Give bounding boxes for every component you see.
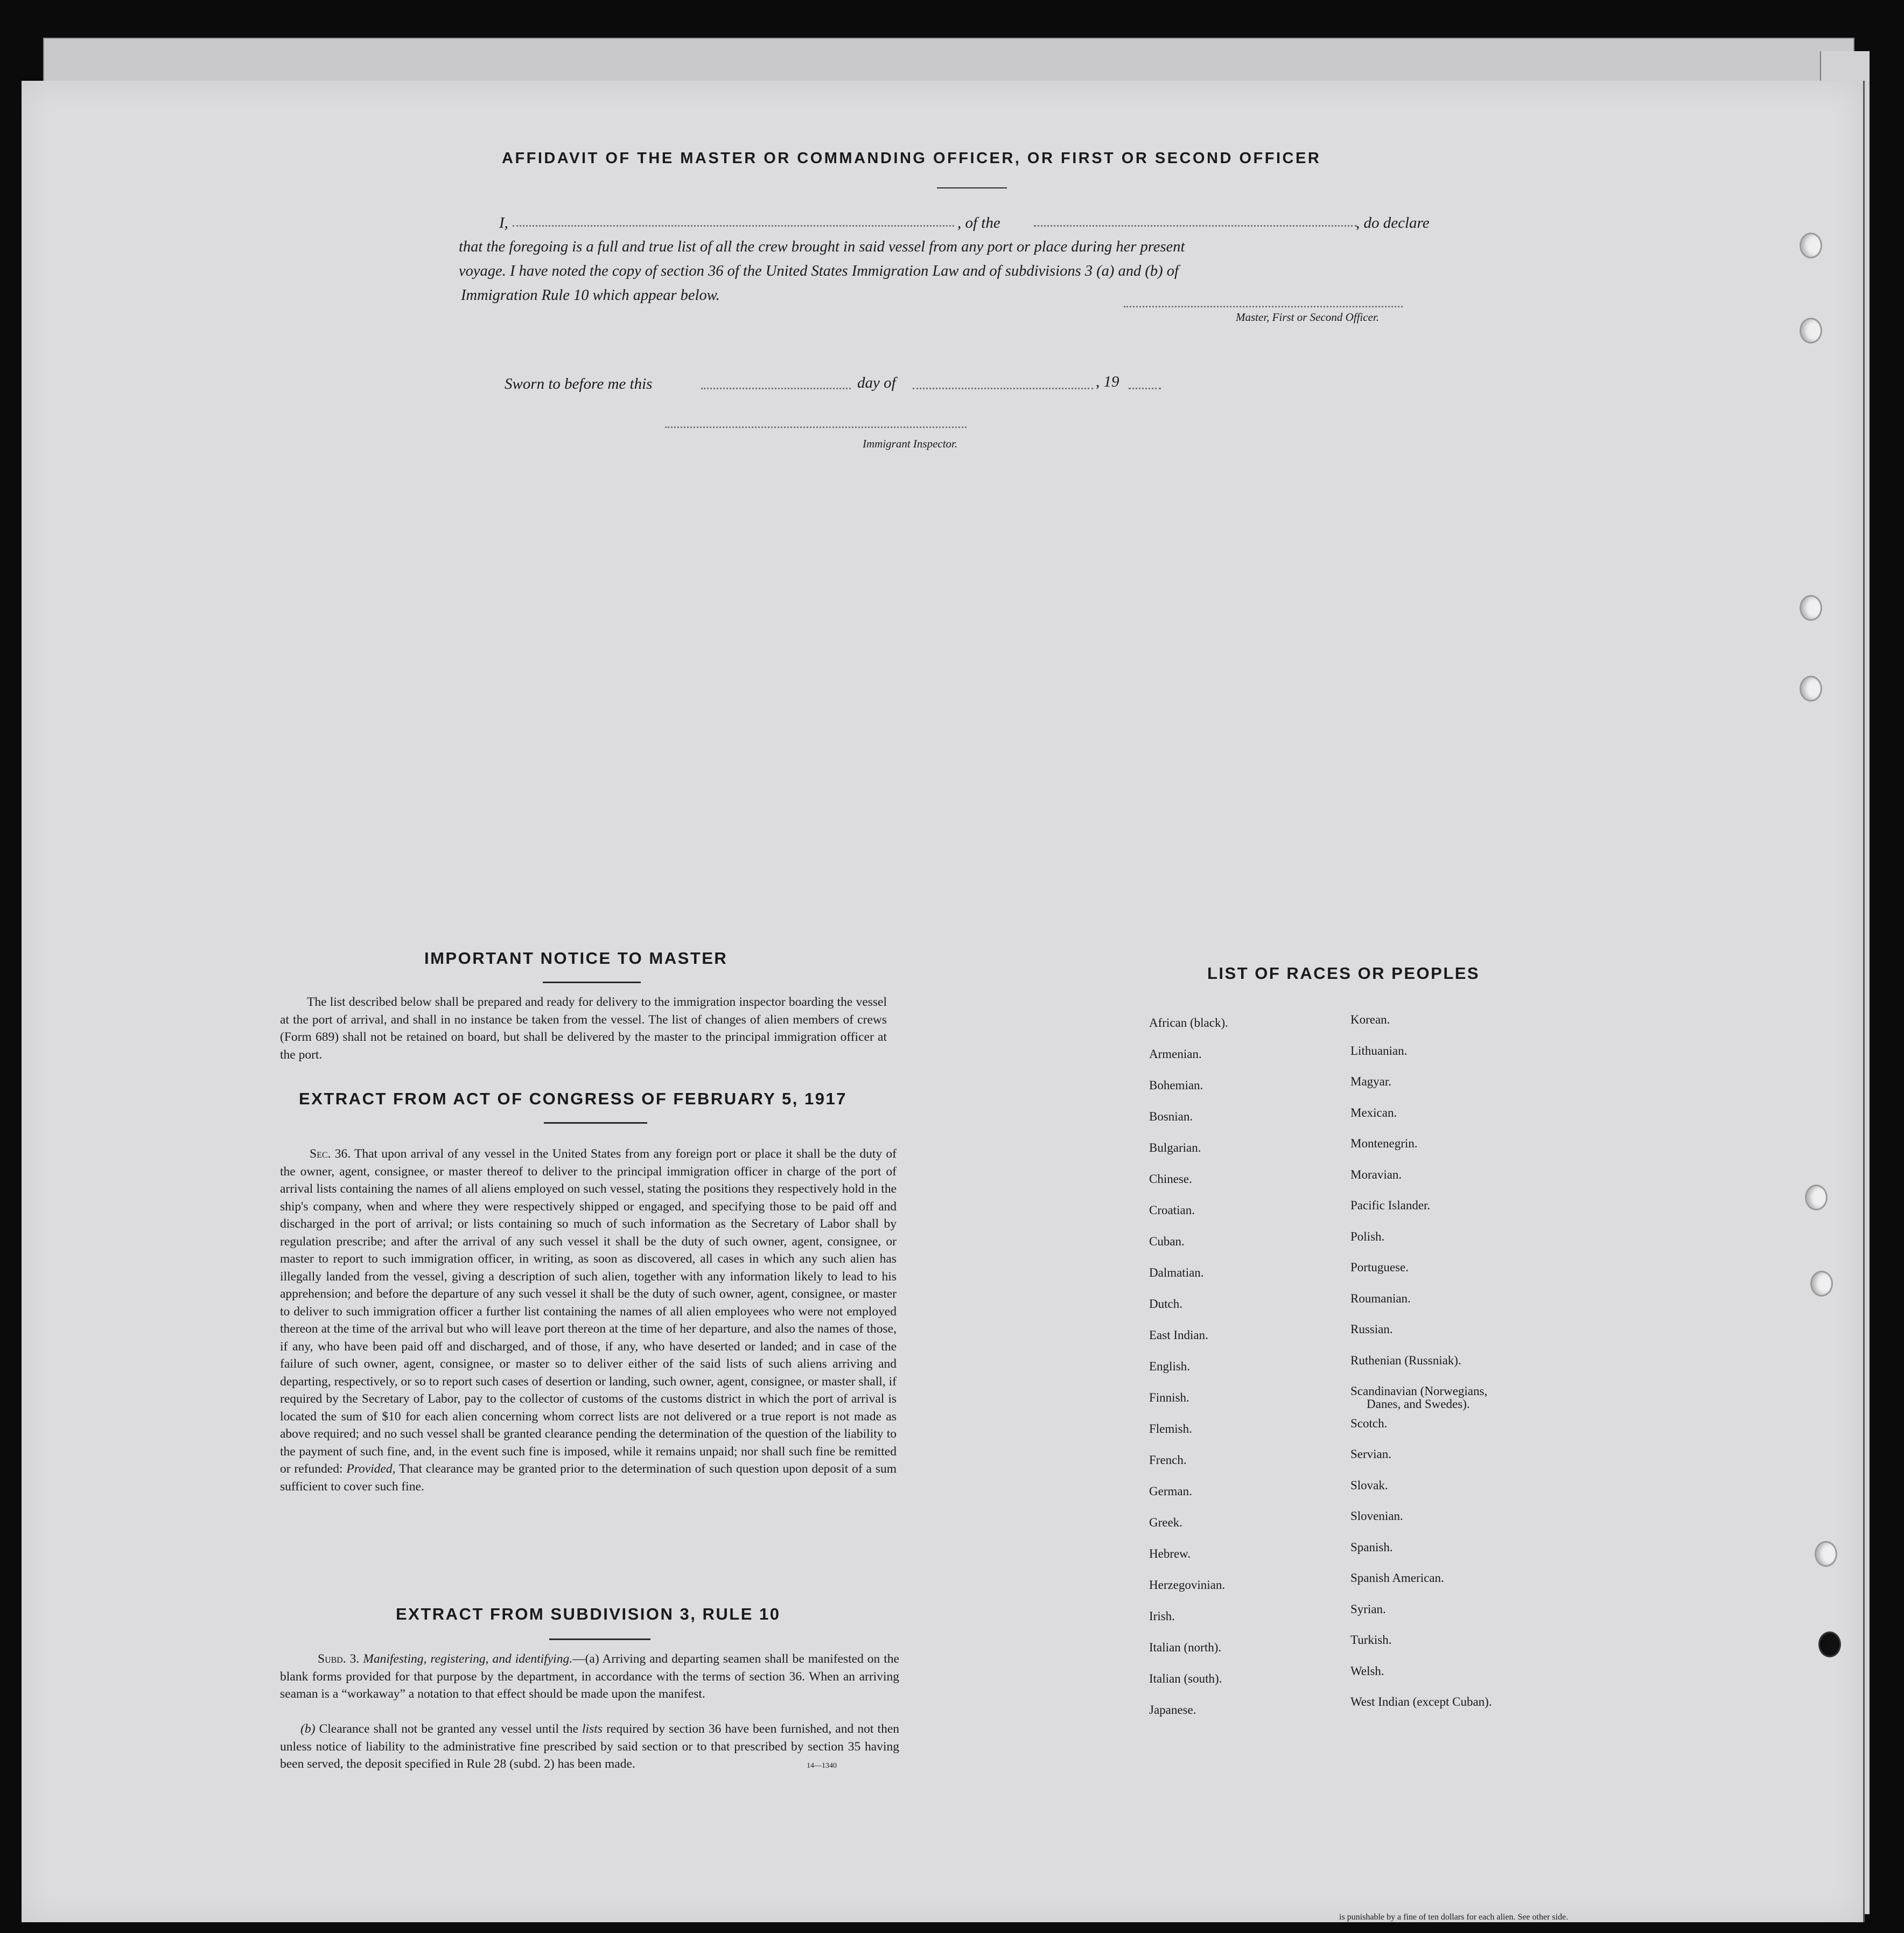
section-36-text: That upon arrival of any vessel in the United States from any foreign port or place it shall be the duty of the owner, agent, consignee, or master thereof to deliver to the principal immigration officer in charge of the port of arrival lists containing the names of all aliens employed on such vessel, stating the positions they respectively hold in the ship's company, when and where they were respectively shipped or engaged, and specifying those to be paid off and discharged in the port of arrival; or lists containing so much of such information as the Secretary of Labor shall by regulation prescribe; and after the arrival of any such vessel it shall be the duty of such owner, agent, consignee, or master to report to such immigration officer, in writing, as soon as discovered, all cases in which any such alien has illegally landed from the vessel, giving a description of such alien, together with any information likely to lead to his apprehension; and before the departure of any such vessel it shall be the duty of such owner, agent, consignee, or master to deliver to such immigration officer a further list containing the names of all alien employees who were not employed thereon at the time of the arrival but who will leave port thereon at the time of her departure, and also the names of those, if any, who have been paid off and discharged, and of those, if any, who have deserted or landed; and in case of the failure of such owner, agent, consignee, or master so to deliver either of the said lists of such aliens arriving and departing, respectively, or so to report such cases of desertion or landing, such owner, agent, consignee, or master shall, if required by the Secretary of Labor, pay to the collector of customs of the customs district in which the port of arrival is located the sum of $10 for each alien concerning whom correct lists are not delivered or a true report is not made as above required; and no such vessel shall be granted clearance pending the determination of the question of the liability to the payment of such fine, and, in the event such fine is imposed, while it remains unpaid; nor shall such fine be remitted or refunded: xyxy=(280,1147,897,1476)
race-list-item: Magyar. xyxy=(1350,1075,1392,1088)
race-list-item: Dalmatian. xyxy=(1149,1266,1204,1279)
race-list-item: Slovak. xyxy=(1350,1478,1388,1492)
race-list-item: Spanish. xyxy=(1350,1540,1393,1554)
race-list-item: Japanese. xyxy=(1149,1703,1196,1717)
inspector-label: Immigrant Inspector. xyxy=(863,437,958,450)
race-list-item: Dutch. xyxy=(1149,1297,1182,1311)
race-list-item: Moravian. xyxy=(1350,1167,1402,1181)
race-list-item: Scandinavian (Norwegians, xyxy=(1350,1384,1488,1398)
part-b-lists-word: lists xyxy=(582,1722,603,1736)
race-list-item: Welsh. xyxy=(1350,1664,1384,1678)
race-list-item: Pacific Islander. xyxy=(1350,1199,1431,1212)
race-list-item: African (black). xyxy=(1149,1016,1228,1029)
race-list-item: Lithuanian. xyxy=(1350,1043,1408,1057)
race-list-item: Scotch. xyxy=(1350,1416,1388,1430)
signature-label: Master, First or Second Officer. xyxy=(1236,311,1379,324)
year-prefix: , 19 xyxy=(1096,373,1119,390)
inspector-signature-line[interactable] xyxy=(665,426,967,428)
affidavit-i-label: I, xyxy=(499,214,508,232)
races-title: LIST OF RACES OR PEOPLES xyxy=(1207,964,1480,983)
race-list-item: Herzegovinian. xyxy=(1149,1578,1226,1592)
race-list-item: Flemish. xyxy=(1149,1422,1192,1435)
act-extract-body xyxy=(280,1145,897,1495)
binder-hole-icon xyxy=(1800,318,1822,344)
race-list-item: East Indian. xyxy=(1149,1328,1208,1342)
race-list-item: Syrian. xyxy=(1350,1602,1386,1616)
race-list-item: Greek. xyxy=(1149,1516,1182,1529)
notice-title: IMPORTANT NOTICE TO MASTER xyxy=(424,949,728,968)
race-list-item: Turkish. xyxy=(1350,1633,1392,1647)
race-list-item: German. xyxy=(1149,1484,1192,1498)
binder-hole-icon xyxy=(1800,595,1822,621)
master-signature-line[interactable] xyxy=(1124,306,1403,307)
footer-bleed-note: is punishable by a fine of ten dollars for each alien. See other side. xyxy=(1339,1913,1569,1922)
affidavit-line-3: voyage. I have noted the copy of section 36 of the United States Immigration Law and of subdivisions 3 (a) and (b) of xyxy=(459,263,1179,279)
binder-hole-icon xyxy=(1818,1631,1841,1657)
race-list-item: Montenegrin. xyxy=(1350,1137,1418,1150)
section-36-text-end: That clearance may be granted prior to the determination of such question upon deposit of a sum sufficient to cover such fine. xyxy=(280,1462,897,1494)
race-list-item: Hebrew. xyxy=(1149,1547,1191,1560)
binder-hole-icon xyxy=(1815,1541,1837,1567)
notice-title-rule xyxy=(543,982,641,983)
sworn-month-field[interactable] xyxy=(913,388,1093,389)
affidavit-line-4: Immigration Rule 10 which appear below. xyxy=(461,287,720,304)
act-extract-title-rule xyxy=(544,1122,647,1124)
race-list-item: Russian. xyxy=(1350,1322,1393,1336)
vessel-name-field[interactable] xyxy=(1034,225,1357,227)
race-list-item: Portuguese. xyxy=(1350,1260,1409,1274)
race-list-item: Bulgarian. xyxy=(1149,1141,1201,1154)
sworn-text: Sworn to before me this xyxy=(505,375,653,393)
affidavit-line-2: that the foregoing is a full and true list of all the crew brought in said vessel from any port or place during her present xyxy=(459,239,1185,255)
form-number: 14—1340 xyxy=(807,1762,837,1770)
part-b-label: (b) xyxy=(300,1722,316,1736)
rule-extract-title-rule xyxy=(549,1638,650,1640)
sworn-year-field[interactable] xyxy=(1129,388,1161,389)
affidavit-do-declare-label: , do declare xyxy=(1356,214,1430,232)
race-list-item: Polish. xyxy=(1350,1229,1385,1243)
part-a-label: —(a) xyxy=(572,1652,599,1666)
race-list-item: Spanish American. xyxy=(1350,1571,1444,1585)
race-list-item: Bohemian. xyxy=(1149,1078,1203,1092)
affidavit-title-rule xyxy=(937,187,1007,188)
race-list-item: Irish. xyxy=(1149,1609,1175,1623)
race-list-item: Croatian. xyxy=(1149,1203,1195,1217)
binder-hole-icon xyxy=(1800,676,1822,702)
race-list-item: Korean. xyxy=(1350,1013,1390,1026)
binder-hole-icon xyxy=(1805,1185,1828,1210)
race-list-item: Armenian. xyxy=(1149,1047,1202,1061)
act-extract-title: EXTRACT FROM ACT OF CONGRESS OF FEBRUARY 5, 1917 xyxy=(299,1089,847,1108)
race-list-item: Servian. xyxy=(1350,1447,1392,1461)
race-list-item: Cuban. xyxy=(1149,1235,1185,1248)
race-list-item: West Indian (except Cuban). xyxy=(1350,1695,1492,1708)
notice-body: The list described below shall be prepared and ready for delivery to the immigration inspector boarding the vessel at the port of arrival, and shall in no instance be taken from the vessel. The list of changes of alien members of crews (Form 689) shall not be retained on board, but shall be delivered by the master to the principal immigration officer at the port. xyxy=(280,995,887,1062)
race-list-item: Roumanian. xyxy=(1350,1291,1411,1305)
race-list-item: Bosnian. xyxy=(1149,1110,1193,1123)
affidavit-title: AFFIDAVIT OF THE MASTER OR COMMANDING OFFICER, OR FIRST OR SECOND OFFICER xyxy=(502,150,1321,167)
race-list-item-continuation: Danes, and Swedes). xyxy=(1367,1397,1470,1411)
binder-hole-icon xyxy=(1800,233,1822,258)
rule-extract-part-a xyxy=(280,1650,899,1703)
part-b-text-1: Clearance shall not be granted any vessel until the xyxy=(319,1722,578,1736)
race-list-item: Ruthenian (Russniak). xyxy=(1350,1353,1461,1367)
section-label: Sec. 36. xyxy=(310,1147,351,1161)
document-page xyxy=(22,81,1865,1922)
subdivision-heading: Manifesting, registering, and identifying. xyxy=(363,1652,573,1666)
race-list-item: Slovenian. xyxy=(1350,1509,1403,1523)
part-a-text: Arriving and departing seamen shall be manifested on the blank forms provided for that purpose by the department, in accordance with the terms of section 36. When an arriving seaman is a “workaway” a notation to that effect should be made upon the manifest. xyxy=(280,1652,899,1701)
day-of-label: day of xyxy=(857,374,896,391)
sworn-day-field[interactable] xyxy=(701,388,851,389)
race-list-item: Finnish. xyxy=(1149,1391,1189,1404)
race-list-item: English. xyxy=(1149,1360,1191,1373)
race-list-item: Chinese. xyxy=(1149,1172,1192,1186)
affidavit-of-the-label: , of the xyxy=(957,214,1000,232)
race-list-item: French. xyxy=(1149,1453,1187,1467)
master-name-field[interactable] xyxy=(513,225,954,227)
race-list-item: Mexican. xyxy=(1350,1105,1397,1119)
race-list-item: Italian (south). xyxy=(1149,1672,1222,1685)
provided-word: Provided, xyxy=(346,1462,396,1476)
binder-hole-icon xyxy=(1810,1271,1833,1297)
race-list-item: Italian (north). xyxy=(1149,1641,1222,1654)
subdivision-label: Subd. 3. xyxy=(318,1652,360,1666)
part-b-text-2: required by section 36 have been furnished, and not then unless notice of liability to the administrative fine prescribed by said section or to that prescribed by section 35 having been served, the deposit specified in Rule 28 (subd. 2) has been made. xyxy=(280,1722,900,1771)
rule-extract-title: EXTRACT FROM SUBDIVISION 3, RULE 10 xyxy=(396,1605,781,1623)
